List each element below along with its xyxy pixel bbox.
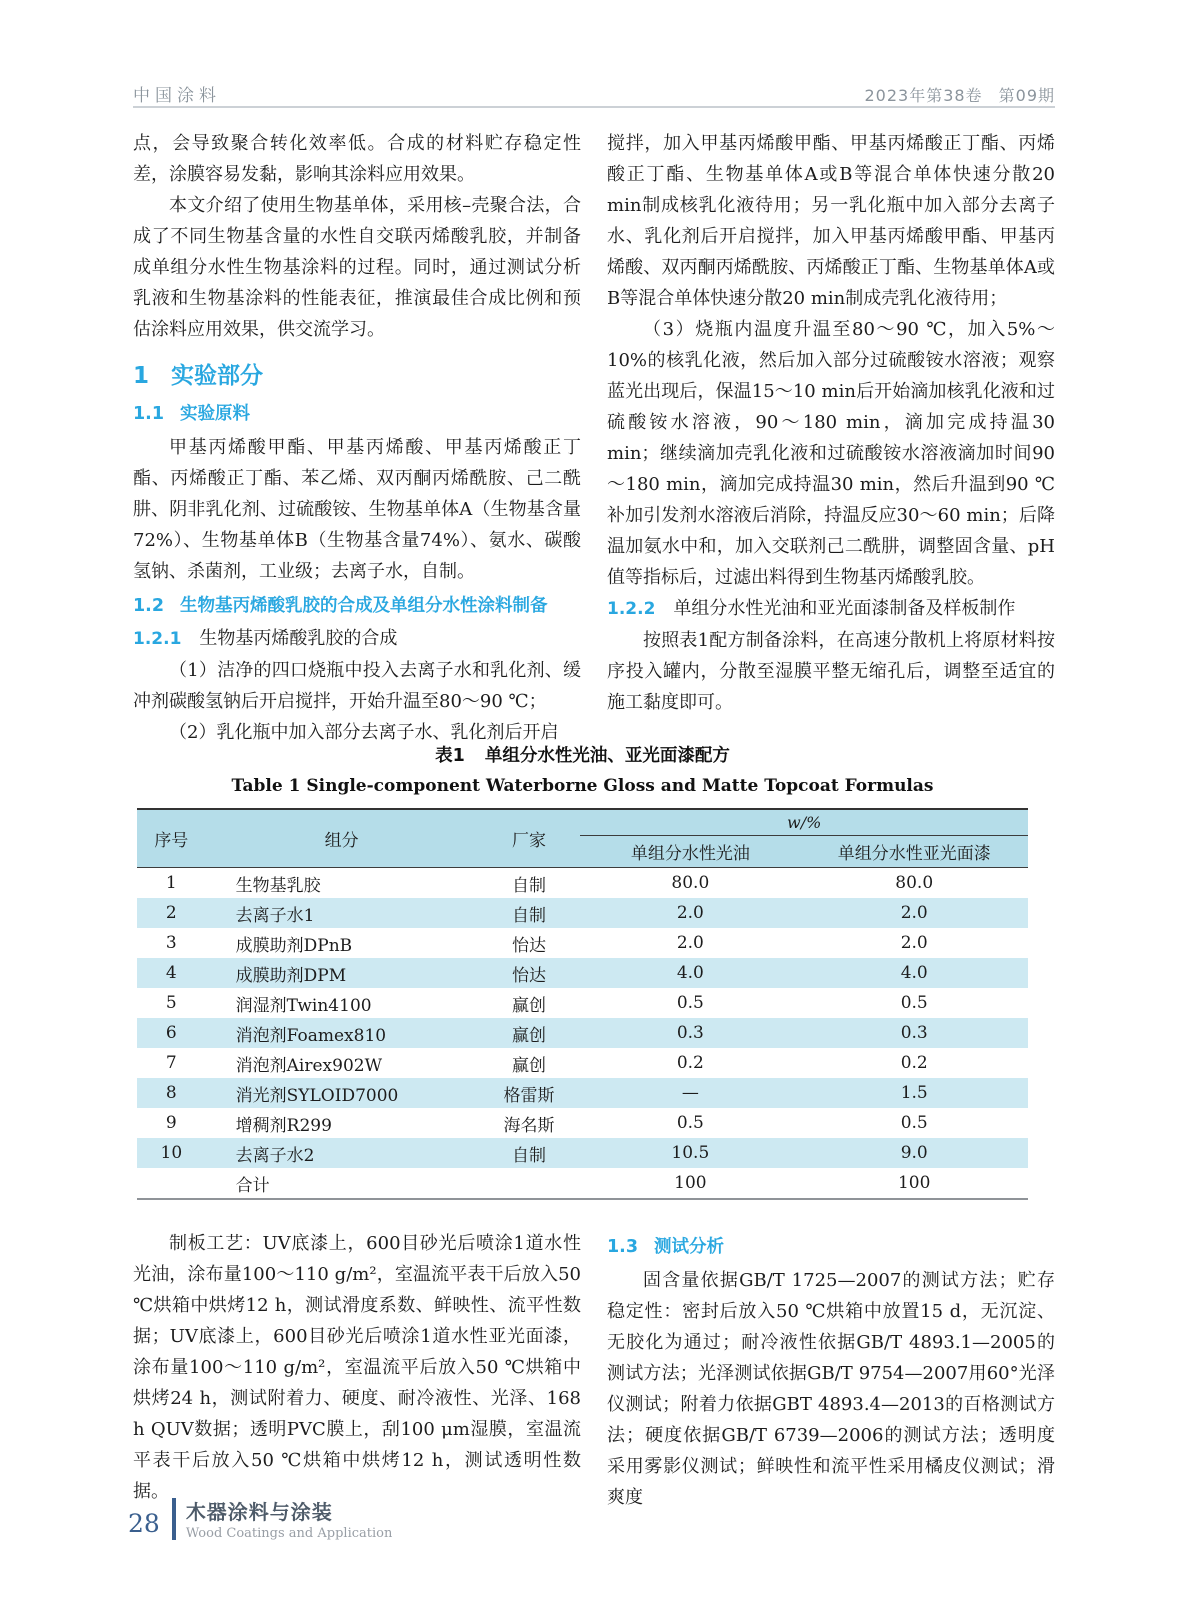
section-number: 1.3 [607,1237,639,1257]
section-title: 单组分水性光油和亚光面漆制备及样板制作 [673,598,1016,619]
header-cell-gloss: 单组分水性光油 [580,836,800,868]
footer-journal-en: Wood Coatings and Application [185,1526,393,1541]
cell-no: 10 [160,1143,183,1163]
footer-divider-bar [172,1498,176,1540]
cell-manufacturer: 怡达 [511,965,546,986]
footer-journal-cn: 木器涂料与涂装 [185,1500,333,1524]
right-column [607,128,1055,748]
cell-gloss: 0.5 [676,1113,704,1133]
cell-gloss: 100 [674,1173,707,1193]
section-title: 生物基丙烯酸乳胶的合成 [199,628,398,649]
cell-gloss: 2.0 [676,933,704,953]
section-heading-1-2-2 [607,594,1055,624]
cell-component: 润湿剂Twin4100 [235,995,372,1016]
cell-matte: 4.0 [900,963,928,983]
section-heading-1-1 [133,401,581,427]
table-title-cn: 表1 单组分水性光油、亚光面漆配方 [435,746,730,766]
table-row [137,898,1028,928]
right-column-bottom [607,1228,1055,1513]
cell-manufacturer: 怡达 [511,935,546,956]
cell-component: 成膜助剂DPM [235,965,347,986]
page-footer [128,1496,392,1541]
body-columns-top [133,128,1055,748]
cell-no: 8 [165,1083,177,1103]
section-heading-1 [133,361,581,391]
cell-no: 1 [165,873,177,893]
cell-gloss: 10.5 [671,1143,710,1163]
paragraph: 点，会导致聚合转化效率低。合成的材料贮存稳定性差，涂膜容易发黏，影响其涂料应用效果。 [133,133,581,185]
table-row [137,928,1028,958]
cell-no: 2 [165,903,177,923]
paragraph: 搅拌，加入甲基丙烯酸甲酯、甲基丙烯酸正丁酯、丙烯酸正丁酯、生物基单体A或B等混合单体快速分散20 min制成核乳化液待用；另一乳化瓶中加入部分去离子水、乳化剂后开启搅拌，加入甲基丙烯酸甲酯、甲基丙烯酸、双丙酮丙烯酰胺、丙烯酸正丁酯、生物基单体A或B等混合单体快速分散20 min制成壳乳化液待用； [607,133,1055,309]
cell-no: 7 [165,1053,177,1073]
paragraph: （1）洁净的四口烧瓶中投入去离子水和乳化剂、缓冲剂碳酸氢钠后开启搅拌，开始升温至80～90 ℃； [133,660,581,712]
cell-manufacturer: 自制 [511,1145,546,1166]
cell-component: 消光剂SYLOID7000 [235,1085,399,1106]
table-row [137,988,1028,1018]
cell-matte: 0.2 [900,1053,928,1073]
cell-gloss: 2.0 [676,903,704,923]
header-cell-matte: 单组分水性亚光面漆 [800,836,1028,868]
section-number: 1 [133,363,150,389]
cell-manufacturer: 赢创 [511,995,546,1016]
journal-name: 中国涂料 [133,86,221,106]
section-number: 1.1 [133,404,165,424]
table-row [137,868,1028,899]
cell-no: 3 [165,933,177,953]
formula-table-header [137,809,1028,868]
section-number: 1.2 [133,596,165,616]
cell-no: 6 [165,1023,177,1043]
paragraph: 本文介绍了使用生物基单体，采用核–壳聚合法，合成了不同生物基含量的水性自交联丙烯酸乳胶，并制备成单组分水性生物基涂料的过程。同时，通过测试分析乳液和生物基涂料的性能表征，推演最佳合成比例和预估涂料应用效果，供交流学习。 [133,195,581,340]
cell-manufacturer [478,1168,581,1199]
cell-matte: 0.5 [900,993,928,1013]
cell-no [137,1168,206,1199]
paragraph: 按照表1配方制备涂料，在高速分散机上将原材料按序投入罐内，分散至湿膜平整无缩孔后，调整至适宜的施工黏度即可。 [607,630,1055,713]
cell-manufacturer: 格雷斯 [503,1085,555,1106]
cell-no: 4 [165,963,177,983]
section-heading-1-2-1 [133,624,581,654]
cell-matte: 0.5 [900,1113,928,1133]
cell-gloss: 4.0 [676,963,704,983]
cell-matte: 9.0 [900,1143,928,1163]
cell-gloss: 0.3 [676,1023,704,1043]
formula-table-body [137,868,1028,1200]
cell-matte: 2.0 [900,933,928,953]
cell-matte: 100 [897,1173,931,1193]
table-total-row [137,1168,1028,1199]
left-column-bottom [133,1228,581,1513]
header-cell-component: 组分 [206,809,478,868]
header-cell-manufacturer: 厂家 [478,809,581,868]
running-header [133,80,1055,108]
cell-manufacturer: 自制 [511,905,546,926]
cell-no: 9 [165,1113,177,1133]
cell-component: 去离子水2 [235,1145,315,1166]
section-title: 实验部分 [171,363,264,389]
left-column [133,128,581,748]
section-heading-1-2 [133,593,581,619]
cell-gloss: 0.5 [676,993,704,1013]
formula-table [137,808,1028,1200]
section-title: 测试分析 [654,1237,725,1257]
table-row [137,1108,1028,1138]
page-number: 28 [128,1509,160,1538]
section-title: 实验原料 [180,404,251,424]
cell-manufacturer: 海名斯 [503,1115,555,1136]
table-row [137,1138,1028,1168]
cell-component: 成膜助剂DPnB [235,935,353,956]
cell-component: 消泡剂Airex902W [235,1055,383,1076]
cell-no: 5 [165,993,177,1013]
cell-component: 生物基乳胶 [235,875,321,896]
issue-info: 2023年第38卷 第09期 [864,86,1055,105]
footer-titles [186,1496,393,1541]
section-number: 1.2.2 [607,599,656,619]
paragraph: 制板工艺：UV底漆上，600目砂光后喷涂1道水性光油，涂布量100～110 g/m²，室温流平表干后放入50 ℃烘箱中烘烤12 h，测试滑度系数、鲜映性、流平性数据；UV底漆上，600目砂光后喷涂1道水性亚光面漆，涂布量100～110 g/m²，室温流平后放入50 ℃烘箱中烘烤24 h，测试附着力、硬度、耐冷液性、光泽、168 h QUV数据；透明PVC膜上，刮100 μm湿膜，室温流平表干后放入50 ℃烘箱中烘烤12 h，测试透明性数据。 [133,1233,581,1502]
paragraph: （2）乳化瓶中加入部分去离子水、乳化剂后开启 [169,722,559,743]
table-row [137,1048,1028,1078]
paragraph: 固含量依据GB/T 1725—2007的测试方法；贮存稳定性：密封后放入50 ℃烘箱中放置15 d，无沉淀、无胶化为通过；耐冷液性依据GB/T 4893.1—2005的测试方法；光泽测试依据GB/T 9754—2007用60°光泽仪测试；附着力依据GBT 4893.4—2013的百格测试方法；硬度依据GB/T 6739—2006的测试方法；透明度采用雾影仪测试；鲜映性和流平性采用橘皮仪测试；滑爽度 [607,1270,1055,1508]
body-columns-bottom [133,1228,1055,1513]
table-row [137,1078,1028,1108]
table-title-en: Table 1 Single-component Waterborne Gloss and Matte Topcoat Formulas [231,776,934,796]
section-title: 生物基丙烯酸乳胶的合成及单组分水性涂料制备 [180,596,548,616]
paragraph: （3）烧瓶内温度升温至80～90 ℃，加入5%～10%的核乳化液，然后加入部分过硫酸铵水溶液；观察蓝光出现后，保温15～10 min后开始滴加核乳化液和过硫酸铵水溶液，90～180 min，滴加完成持温30 min；继续滴加壳乳化液和过硫酸铵水溶液滴加时间90～180 min，滴加完成持温30 min，然后升温到90 ℃补加引发剂水溶液后消除，持温反应30～60 min；后降温加氨水中和，加入交联剂己二酰肼，调整固含量、pH值等指标后，过滤出料得到生物基丙烯酸乳胶。 [607,319,1055,588]
cell-component: 去离子水1 [235,905,315,926]
table-block [137,742,1028,1200]
header-cell-no: 序号 [137,809,206,868]
section-heading-1-3 [607,1234,1055,1260]
section-number: 1.2.1 [133,629,182,649]
table-row [137,1018,1028,1048]
cell-gloss: 0.2 [676,1053,704,1073]
cell-matte: 80.0 [895,873,934,893]
table-row [137,958,1028,988]
paragraph: 甲基丙烯酸甲酯、甲基丙烯酸、甲基丙烯酸正丁酯、丙烯酸正丁酯、苯乙烯、双丙酮丙烯酰胺、己二酰肼、阴非乳化剂、过硫酸铵、生物基单体A（生物基含量72%）、生物基单体B（生物基含量74%）、氨水、碳酸氢钠、杀菌剂，工业级；去离子水，自制。 [133,437,581,582]
header-cell-w-percent: w/% [580,809,1028,836]
cell-manufacturer: 赢创 [511,1055,546,1076]
cell-component: 消泡剂Foamex810 [235,1025,387,1046]
cell-matte: 2.0 [900,903,928,923]
cell-component: 合计 [235,1175,270,1196]
cell-matte: 1.5 [900,1083,928,1103]
cell-matte: 0.3 [900,1023,928,1043]
cell-gloss: — [681,1083,699,1103]
cell-gloss: 80.0 [671,873,710,893]
cell-manufacturer: 自制 [511,875,546,896]
cell-component: 增稠剂R299 [235,1115,332,1136]
cell-manufacturer: 赢创 [511,1025,546,1046]
